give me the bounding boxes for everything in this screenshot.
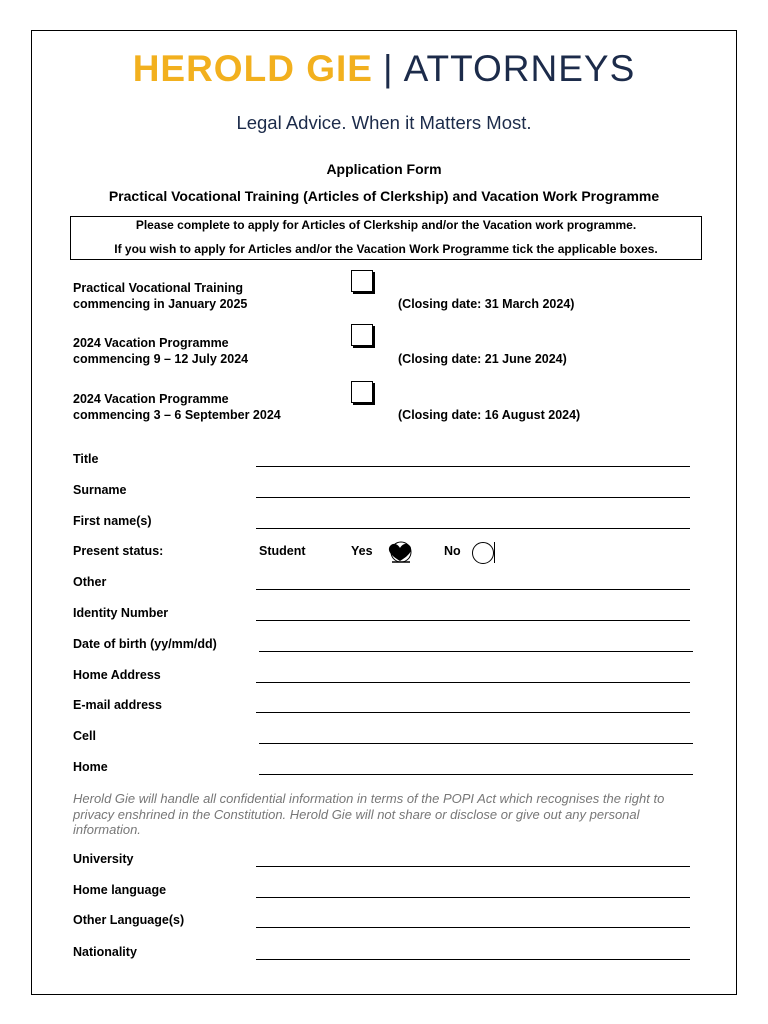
university-field[interactable] — [256, 866, 690, 867]
popi-notice: Herold Gie will handle all confidential information in terms of the POPI Act which recognises the right to privacy enshrined in the Constitution. Herold Gie will not share or disclose or give out any personal information. — [73, 791, 665, 837]
checkbox-september-vacation[interactable] — [351, 381, 373, 403]
text-cursor — [494, 542, 495, 563]
first-names-field[interactable] — [256, 528, 690, 529]
yes-radio[interactable] — [386, 541, 414, 565]
programme-option-september-vacation — [73, 391, 581, 423]
student-label: Student — [259, 544, 306, 558]
programme-dates: commencing in January 2025 — [73, 297, 248, 311]
present-status-label: Present status: — [73, 544, 164, 558]
selected-radio-icon — [386, 541, 414, 565]
programme-name: Practical Vocational Training — [73, 281, 243, 295]
other-languages-field[interactable] — [256, 927, 690, 928]
checkbox-july-vacation[interactable] — [351, 324, 373, 346]
no-radio[interactable] — [472, 542, 494, 564]
form-subtitle: Practical Vocational Training (Articles of Clerkship) and Vacation Work Programme — [108, 188, 660, 204]
cell-label: Cell — [73, 729, 96, 743]
identity-number-label: Identity Number — [73, 606, 169, 620]
cell-field[interactable] — [259, 743, 693, 744]
programme-option-july-vacation — [73, 335, 567, 367]
home-language-field[interactable] — [256, 897, 690, 898]
closing-date: (Closing date: 16 August 2024) — [398, 408, 581, 422]
date-of-birth-field[interactable] — [259, 651, 693, 652]
programme-name: 2024 Vacation Programme — [73, 336, 229, 350]
title-label: Title — [73, 452, 99, 466]
home-address-label: Home Address — [73, 668, 161, 682]
surname-label: Surname — [73, 483, 127, 497]
programme-name: 2024 Vacation Programme — [73, 392, 229, 406]
company-logo — [0, 48, 768, 90]
yes-label: Yes — [351, 544, 373, 558]
instruction-line: Please complete to apply for Articles of Clerkship and/or the Vacation work programme. — [135, 218, 637, 232]
closing-date: (Closing date: 21 June 2024) — [398, 352, 567, 366]
email-label: E-mail address — [73, 698, 162, 712]
home-phone-field[interactable] — [259, 774, 693, 775]
logo-separator: | — [382, 48, 394, 89]
home-phone-label: Home — [73, 760, 108, 774]
closing-date: (Closing date: 31 March 2024) — [398, 297, 575, 311]
logo-suffix: ATTORNEYS — [403, 48, 636, 89]
nationality-label: Nationality — [73, 945, 137, 959]
nationality-field[interactable] — [256, 959, 690, 960]
surname-field[interactable] — [256, 497, 690, 498]
home-address-field[interactable] — [256, 682, 690, 683]
checkbox-articles[interactable] — [351, 270, 373, 292]
other-languages-label: Other Language(s) — [73, 913, 185, 927]
instructions-box — [70, 216, 702, 260]
university-label: University — [73, 852, 134, 866]
logo-brand: HEROLD GIE — [132, 48, 373, 89]
programme-dates: commencing 3 – 6 September 2024 — [73, 408, 281, 422]
programme-option-articles — [73, 280, 575, 312]
other-field[interactable] — [256, 589, 690, 590]
home-language-label: Home language — [73, 883, 167, 897]
date-of-birth-label: Date of birth (yy/mm/dd) — [73, 637, 217, 651]
form-title: Application Form — [326, 161, 442, 177]
programme-dates: commencing 9 – 12 July 2024 — [73, 352, 249, 366]
no-label: No — [444, 544, 461, 558]
tagline: Legal Advice. When it Matters Most. — [236, 112, 532, 133]
first-names-label: First name(s) — [73, 514, 152, 528]
email-field[interactable] — [256, 712, 690, 713]
identity-number-field[interactable] — [256, 620, 690, 621]
instruction-line: If you wish to apply for Articles and/or the Vacation Work Programme tick the applicable boxes. — [114, 242, 658, 256]
title-field[interactable] — [256, 466, 690, 467]
other-label: Other — [73, 575, 107, 589]
